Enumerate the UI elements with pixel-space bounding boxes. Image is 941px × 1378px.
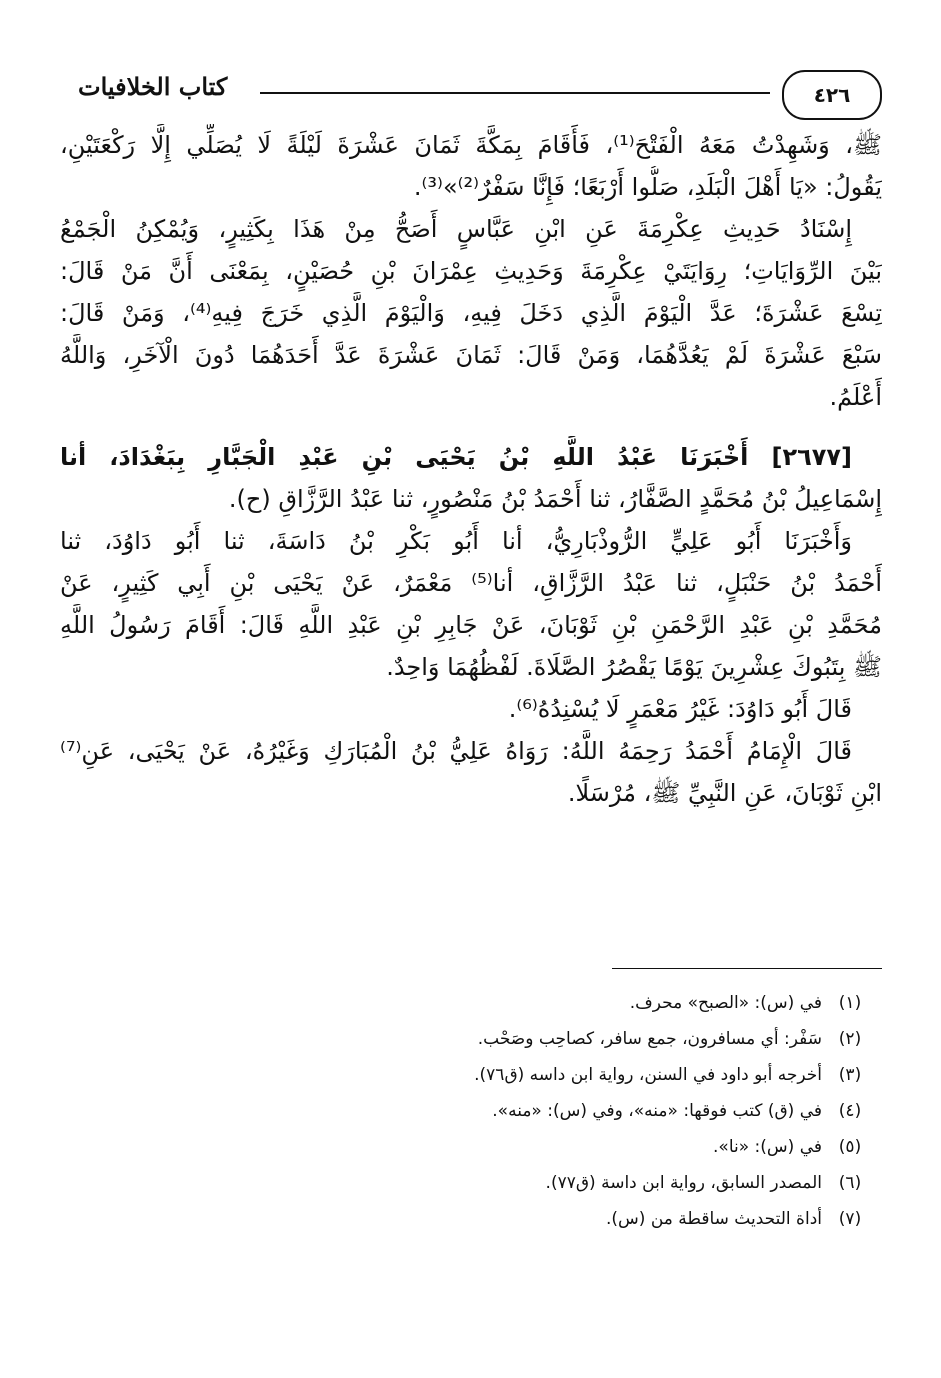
- page-number: ٤٢٦: [782, 70, 882, 120]
- footnote-number: (٣): [838, 1065, 862, 1085]
- page-header: [60, 70, 882, 130]
- footnote-text: أداة التحديث ساقطة من (س).: [606, 1209, 822, 1229]
- footnote-number: (١): [838, 993, 862, 1013]
- footnote-number: (٥): [838, 1137, 862, 1157]
- text-line: مُحَمَّدِ بْنِ عَبْدِ الرَّحْمَنِ بْنِ ثَوْبَانَ، عَنْ جَابِرِ بْنِ عَبْدِ اللَّهِ قَالَ: أَقَامَ رَسُولُ اللَّهِ: [60, 611, 882, 639]
- text-line: بَيْنَ الرِّوَايَاتِ؛ رِوَايَتَيْ عِكْرِمَةَ وَحَدِيثِ عِمْرَانَ بْنِ حُصَيْنٍ، بِمَعْنَى أَنَّ مَنْ قَالَ:: [60, 257, 882, 285]
- text-line: أَعْلَمُ.: [829, 383, 882, 411]
- hadith-number-line: [٢٦٧٧] أَخْبَرَنَا عَبْدُ اللَّهِ بْنُ يَحْيَى بْنِ عَبْدِ الْجَبَّارِ بِبَغْدَادَ، أنا: [60, 443, 852, 471]
- text-line: ابْنِ ثَوْبَانَ، عَنِ النَّبِيِّ ﷺ، مُرْسَلًا.: [567, 779, 882, 807]
- footnote: [60, 1021, 882, 1057]
- text-line: قَالَ الْإِمَامُ أَحْمَدُ رَحِمَهُ اللَّهُ: رَوَاهُ عَلِيُّ بْنُ الْمُبَارَكِ وَغَيْرُهُ، عَنْ يَحْيَى، عَنِ⁽⁷⁾: [60, 737, 852, 765]
- text-line: ﷺ بِتَبُوكَ عِشْرِينَ يَوْمًا يَقْصُرُ الصَّلَاةَ. لَفْظُهُمَا وَاحِدٌ.: [386, 653, 882, 681]
- footnote: [60, 1165, 882, 1201]
- footnote: [60, 1057, 882, 1093]
- footnote-number: (٧): [838, 1209, 862, 1229]
- text-line: وَأَخْبَرَنَا أَبُو عَلِيٍّ الرُّوذْبَارِيُّ، أنا أَبُو بَكْرِ بْنُ دَاسَةَ، ثنا أَبُو دَاوُدَ، ثنا: [60, 527, 852, 555]
- footnote: [60, 985, 882, 1021]
- footnote-text: المصدر السابق، رواية ابن داسة (ق٧٧).: [545, 1173, 822, 1193]
- footnotes: [60, 985, 882, 1237]
- footnote-number: (٤): [838, 1101, 862, 1121]
- footnote: [60, 1129, 882, 1165]
- text-line: أَحْمَدُ بْنُ حَنْبَلٍ، ثنا عَبْدُ الرَّزَّاقِ، أنا⁽⁵⁾ مَعْمَرٌ، عَنْ يَحْيَى بْنِ أَبِي كَثِيرٍ، عَنْ: [60, 569, 882, 597]
- footnote-number: (٢): [838, 1029, 862, 1049]
- footnote-text: في (س): «نا».: [713, 1137, 822, 1157]
- book-page: [60, 60, 882, 1340]
- text-line: ﷺ، وَشَهِدْتُ مَعَهُ الْفَتْحَ⁽¹⁾، فَأَقَامَ بِمَكَّةَ ثَمَانَ عَشْرَةَ لَيْلَةً لَا يُصَلِّي إِلَّا رَكْعَتَيْنِ،: [60, 131, 882, 159]
- footnote-number: (٦): [838, 1173, 862, 1193]
- text-line: إِسْمَاعِيلُ بْنُ مُحَمَّدٍ الصَّفَّارُ، ثنا أَحْمَدُ بْنُ مَنْصُورٍ، ثنا عَبْدُ الرَّزَّاقِ (ح).: [228, 485, 882, 513]
- header-rule: [260, 92, 770, 94]
- running-head: كتاب الخلافيات: [78, 72, 228, 101]
- footnote-text: أخرجه أبو داود في السنن، رواية ابن داسه (ق٧٦).: [474, 1065, 822, 1085]
- text-line: إِسْنَادُ حَدِيثِ عِكْرِمَةَ عَنِ ابْنِ عَبَّاسٍ أَصَحُّ مِنْ هَذَا بِكَثِيرٍ، وَيُمْكِنُ الْجَمْعُ: [60, 215, 852, 243]
- footnote-rule: [612, 968, 882, 969]
- text-line: سَبْعَ عَشْرَةَ لَمْ يَعُدَّهُمَا، وَمَنْ قَالَ: ثَمَانَ عَشْرَةَ عَدَّ أَحَدَهُمَا دُونَ الْآخَرِ، وَاللَّهُ: [60, 341, 882, 369]
- text-line: تِسْعَ عَشْرَةَ؛ عَدَّ الْيَوْمَ الَّذِي دَخَلَ فِيهِ، وَالْيَوْمَ الَّذِي خَرَجَ فِيهِ⁽⁴⁾، وَمَنْ قَالَ:: [60, 299, 882, 327]
- main-text: [60, 124, 882, 814]
- text-line: قَالَ أَبُو دَاوُدَ: غَيْرُ مَعْمَرٍ لَا يُسْنِدُهُ⁽⁶⁾.: [508, 695, 852, 723]
- footnote-text: في (ق) كتب فوقها: «منه»، وفي (س): «منه».: [492, 1101, 822, 1121]
- footnote-text: سَفْر: أي مسافرون، جمع سافر، كصاحِب وصَحْب.: [477, 1029, 822, 1049]
- text-line: يَقُولُ: «يَا أَهْلَ الْبَلَدِ، صَلُّوا أَرْبَعًا؛ فَإِنَّا سَفْرٌ⁽²⁾»⁽³⁾.: [413, 173, 882, 201]
- footnote-text: في (س): «الصبح» محرف.: [629, 993, 822, 1013]
- footnote: [60, 1201, 882, 1237]
- footnote: [60, 1093, 882, 1129]
